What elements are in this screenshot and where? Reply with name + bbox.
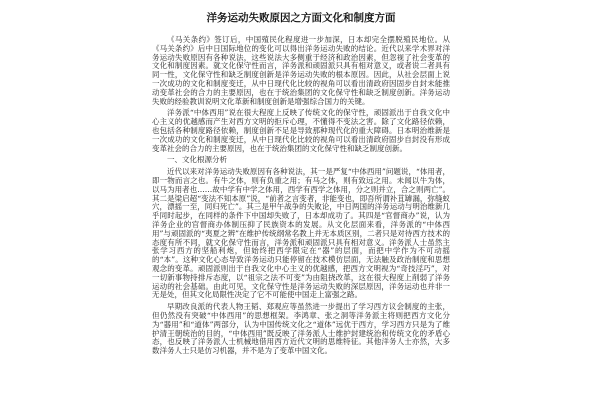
section-heading-culture: 一、文化根源分析: [167, 155, 227, 165]
section-1-paragraph-2: 早期改良派的代表人物王韬、郑观应等虽然进一步提出了学习西方议会制度的主张，但仍然没有突破“中体西用”的思想框架。李鸿章、张之洞等洋务派主将则把西方文化分为“器用”和“道体”两部分，认为中国传统文化之“道体”远优于西方，学习西方只是为了维护清王朝统治的目的，“中体西用”既反映了洋务派人士维护封建统治和传统文化的矛盾心态，也反映了洋务派人士机械地借用西方近代文明的思维特征。其他洋务人士亦然，大多数洋务人士只是仿习机器，并不是为了变革中国文化。: [152, 302, 450, 356]
intro-paragraph-1: 《马关条约》签订后，中国殖民化程度进一步加深，日本却完全摆脱殖民地位。从《马关条约》后中日国际地位的变化可以得出洋务运动失败的结论。近代以来学术界对洋务运动失败原因有各种说法，这些说法大多侧重于经济和政治因素，但忽视了社会变革的文化和制度因素。就文化保守性而言，洋务派和顽固派只具有相对意义，或者说二者具有同一性，文化保守性和缺乏制度创新是洋务运动失败的根本原因。因此，从社会层面上说一次成功的文化和制度变迁，从中日现代化比较的视角可以看出清政府因固步自封未能推动变革社会的合力的主要原因，也在于统治集团的文化保守性和缺乏制度创新。洋务运动失败的经验教训说明文化革新和制度创新是增强综合国力的关键。: [152, 35, 450, 106]
text-column: [152, 10, 450, 359]
document-title: 洋务运动失败原因之方面文化和制度方面: [206, 12, 396, 24]
section-1-paragraph-1: 近代以来对洋务运动失败原因有各种说法，其一是严复“中体西用”问题说，“体用者，即一物而言之也。有牛之体，则有负重之用；有马之体，则有致远之用。未闻以牛为体，以马为用者也……故中学有中学之体用，西学有西学之体用，分之则并立，合之则两亡”。其二是梁启超“变法不知本原”说，“前者之言变者，非能变也，即吾所谓补苴罅漏，弥缝蚁穴，漂摇一至，同归死亡”。其三是甲午战争的失败论，中日两国的洋务运动与明治维新几乎同时起步，在同样的条件下中国却失败了，日本却成功了。其四是“官督商办”说，认为洋务企业的官督商办体制压抑了民族资本的发展。从文化层面来看，洋务派的“中体西用”与顽固派的“夷夏之辨”在维护传统纲常名教上并无本质区别，二者只是对待西方技术的态度有所不同，就文化保守性而言，洋务派和顽固派只具有相对意义。洋务派人士虽然主张学习西方的坚船利炮，但始终把西学限定在“器”的层面，而把中学作为不可动摇的“本”。这种文化心态导致洋务运动只能停留在技术模仿层面，无法触及政治制度和思想观念的变革。顽固派则出于自我文化中心主义的优越感，把西方文明视为“奇技淫巧”，对一切新事物持排斥态度，以“祖宗之法不可变”为由阻挠改革，这在很大程度上削弱了洋务运动的社会基础。由此可见，文化保守性是洋务运动失败的深层原因，洋务运动也并非一无是处，但其文化局限性决定了它不可能使中国走上富强之路。: [152, 167, 450, 300]
intro-paragraph-2: 洋务派“中体西用”说在很大程度上反映了传统文化的保守性，顽固派出于自我文化中心主义的优越感而产生对西方文明的拒斥心理，不懂得不变法之害。除了文化路径依赖，也包括各种制度路径依赖，制度创新不足是导致那种现代化的重大障碍。日本明治维新是一次成功的文化和制度变迁，从中日现代化比较的视角可以看出清政府固步自封没有形成变革社会的合力的主要原因，也在于统治集团的文化保守性和缺乏制度创新。: [152, 108, 450, 153]
